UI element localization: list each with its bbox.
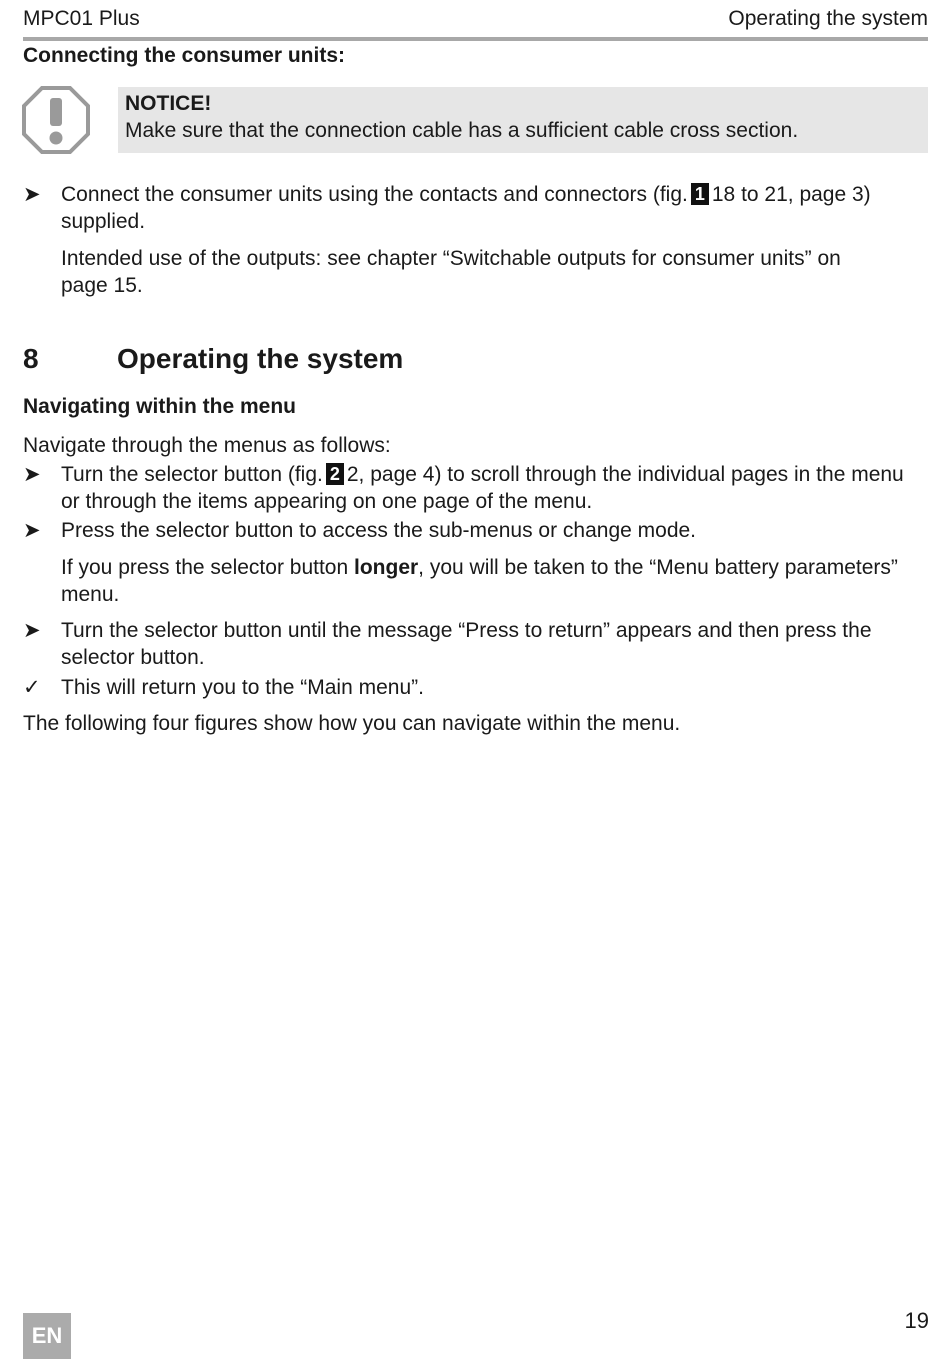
note-intended-use-line1: Intended use of the outputs: see chapter “Switchable outputs for consumer units” on bbox=[61, 247, 841, 270]
subheading-navigating: Navigating within the menu bbox=[23, 395, 297, 418]
arrow-bullet-icon: ➤ bbox=[23, 183, 41, 206]
instruction-return-line2: selector button. bbox=[61, 646, 205, 669]
instruction-return-line1: Turn the selector button until the message “Press to return” appears and then press the bbox=[61, 619, 872, 642]
instruction-turn-line1 bbox=[61, 461, 929, 488]
language-badge: EN bbox=[23, 1313, 71, 1359]
notice-text: Make sure that the connection cable has a sufficient cable cross section. bbox=[125, 119, 799, 142]
instruction-turn-line2: or through the items appearing on one page of the menu. bbox=[61, 490, 593, 513]
note-press-longer bbox=[61, 554, 929, 608]
instruction-turn-ref: 2, page 4) to scroll through the individual pages in the menu bbox=[346, 463, 904, 486]
instruction-turn-text: Turn the selector button (fig. bbox=[61, 463, 323, 486]
figure-reference-badge: 1 bbox=[691, 183, 709, 205]
instruction-connect-ref: 18 to 21, page 3) bbox=[711, 183, 871, 206]
emphasis-longer: longer bbox=[354, 556, 419, 579]
instruction-connect-line1 bbox=[61, 181, 929, 208]
notice-box bbox=[118, 87, 928, 153]
document-title: MPC01 Plus bbox=[23, 7, 140, 30]
arrow-bullet-icon: ➤ bbox=[23, 619, 41, 642]
notice-title: NOTICE! bbox=[125, 92, 212, 115]
result-text: This will return you to the “Main menu”. bbox=[61, 676, 424, 699]
instruction-press-selector: Press the selector button to access the sub-menus or change mode. bbox=[61, 519, 697, 542]
header-divider bbox=[23, 37, 928, 41]
instruction-return bbox=[61, 617, 929, 671]
closing-text: The following four figures show how you can navigate within the menu. bbox=[23, 712, 681, 735]
note-intended-use-line2: page 15. bbox=[61, 274, 143, 297]
arrow-bullet-icon: ➤ bbox=[23, 519, 41, 542]
warning-octagon-icon bbox=[22, 86, 90, 154]
chapter-title: Operating the system bbox=[117, 343, 404, 374]
instruction-turn-selector bbox=[61, 461, 929, 515]
instruction-connect bbox=[61, 181, 929, 235]
intro-text: Navigate through the menus as follows: bbox=[23, 434, 391, 457]
note-intended-use bbox=[61, 245, 929, 299]
note-press-text-end: , you will be taken to the “Menu battery parameters” bbox=[418, 556, 898, 579]
arrow-bullet-icon: ➤ bbox=[23, 463, 41, 486]
note-press-longer-line2: menu. bbox=[61, 583, 120, 606]
chapter-number: 8 bbox=[23, 343, 39, 374]
instruction-connect-text: Connect the consumer units using the contacts and connectors (fig. bbox=[61, 183, 688, 206]
figure-reference-badge: 2 bbox=[326, 463, 344, 485]
instruction-connect-line2: supplied. bbox=[61, 210, 146, 233]
note-press-longer-line1 bbox=[61, 554, 929, 581]
running-section-title: Operating the system bbox=[728, 7, 928, 30]
checkmark-icon: ✓ bbox=[23, 676, 41, 699]
page-number: 19 bbox=[904, 1308, 929, 1333]
subheading-connecting: Connecting the consumer units: bbox=[23, 44, 346, 67]
note-press-text: If you press the selector button bbox=[61, 556, 354, 579]
